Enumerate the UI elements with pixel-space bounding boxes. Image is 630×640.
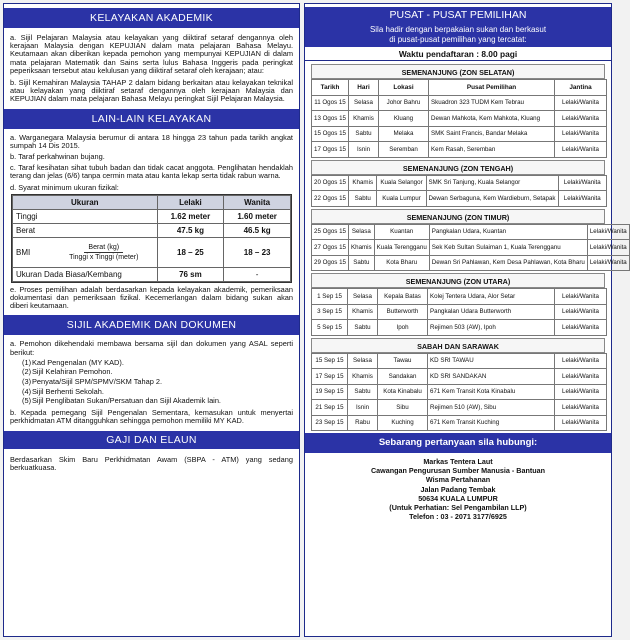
lain-d-text: d. Syarat minimum ukuran fizikal: — [10, 182, 119, 192]
schedule-cell: Kluang — [379, 111, 429, 127]
schedule-cell: Isnin — [349, 142, 379, 158]
table-header-lelaki: Lelaki — [157, 195, 224, 209]
lain-c-text: c. Taraf kesihatan sihat tubuh badan dan tidak cacat anggota. Penglihatan hendaklah terang dan jelas (6/6) tanpa cermin mata atau kanta lekap serta tidak rabun warna. — [10, 163, 293, 181]
schedule-header-cell: Tarikh — [312, 80, 349, 96]
bmi-label: BMI — [16, 247, 31, 257]
pusat-pemilihan-title: PUSAT - PUSAT PEMILIHAN — [389, 9, 527, 21]
berat-label: Berat — [13, 223, 158, 237]
list-item: (2) Sijil Kelahiran Pemohon. — [22, 367, 113, 377]
berat-wanita: 46.5 kg — [224, 223, 291, 237]
schedule-cell: Dewan Mahkota, Kem Mahkota, Kluang — [429, 111, 555, 127]
schedule-cell: 27 Ogos 15 — [312, 240, 349, 256]
table-row — [312, 240, 630, 256]
schedule-cell: Lelaki/Wanita — [555, 95, 607, 111]
schedule-cell: Lelaki/Wanita — [587, 255, 629, 271]
contact-banner: Sebarang pertanyaan sila hubungi: — [305, 433, 611, 453]
schedule-cell: 21 Sep 15 — [312, 400, 348, 416]
kelayakan-b-text: b. Sijil Kemahiran Malaysia TAHAP 2 dalam bidang berkaitan atau kelayakan teknikal atau kelayakan yang diiktiraf setaraf dengannya oleh kerajaan Malaysia dan KEPUJIAN dalam mata pelajaran Bahasa Melayu peringkat Sijil Pelajaran Malaysia. — [10, 78, 293, 104]
schedule-cell: 20 Ogos 15 — [312, 175, 349, 191]
schedule-cell: 17 Ogos 15 — [312, 142, 349, 158]
schedule-cell: Sek Keb Sultan Sulaiman 1, Kuala Terengganu — [429, 240, 587, 256]
contact-line: (Untuk Perhatian: Sel Pengambilan LLP) — [389, 503, 527, 513]
contact-line: Cawangan Pengurusan Sumber Manusia - Bantuan — [370, 466, 546, 476]
schedule-cell: Dewan Sri Pahlawan, Kem Desa Pahlawan, Kota Bharu — [429, 255, 587, 271]
schedule-cell: Lelaki/Wanita — [555, 126, 607, 142]
table-row — [312, 320, 607, 336]
bmi-denominator: Tinggi x Tinggi (meter) — [69, 253, 139, 261]
lain-lain-kelayakan-header: LAIN-LAIN KELAYAKAN — [4, 108, 299, 130]
schedule-cell: Kuala Lumpur — [377, 191, 426, 207]
schedule-cell: Rejimen 510 (AW), Sibu — [428, 400, 555, 416]
schedule-cell: 22 Ogos 15 — [312, 191, 349, 207]
zone-header: SEMENANJUNG (ZON TENGAH) — [311, 160, 605, 175]
schedule-cell: 25 Ogos 15 — [312, 224, 349, 240]
table-row — [312, 224, 630, 240]
intro-line-2: di pusat-pusat pemilihan yang tercatat: — [389, 34, 527, 44]
schedule-cell: 17 Sep 15 — [312, 369, 348, 385]
schedule-cell: Kolej Tentera Udara, Alor Setar — [428, 289, 555, 305]
schedule-header-row — [312, 80, 607, 96]
dada-label: Ukuran Dada Biasa/Kembang — [13, 267, 158, 281]
schedule-cell: Khamis — [348, 304, 378, 320]
schedule-cell: 29 Ogos 15 — [312, 255, 349, 271]
schedule-cell: Lelaki/Wanita — [555, 384, 607, 400]
tinggi-label: Tinggi — [13, 209, 158, 223]
table-row — [312, 400, 607, 416]
table-row — [312, 353, 607, 369]
schedule-cell: Rejimen 503 (AW), Ipoh — [428, 320, 555, 336]
schedule-cell: Lelaki/Wanita — [555, 369, 607, 385]
table-row — [13, 209, 291, 223]
right-column — [304, 3, 627, 637]
table-row — [312, 289, 607, 305]
schedule-table — [311, 288, 607, 336]
list-item: (1) Kad Pengenalan (MY KAD). — [22, 357, 124, 367]
table-row — [312, 369, 607, 385]
zone-header: SABAH DAN SARAWAK — [311, 338, 605, 353]
left-column — [3, 3, 300, 637]
schedule-cell: 15 Ogos 15 — [312, 126, 349, 142]
document-list — [4, 357, 299, 407]
schedule-cell: Dewan Serbaguna, Kem Wardieburn, Setapak — [426, 191, 558, 207]
schedule-cell: Kepala Batas — [378, 289, 428, 305]
schedule-cell: Tawau — [378, 353, 428, 369]
schedule-cell: Lelaki/Wanita — [555, 400, 607, 416]
kelayakan-akademik-header: KELAYAKAN AKADEMIK — [4, 7, 299, 29]
schedule-cell: Kuantan — [374, 224, 429, 240]
schedule-area — [305, 64, 627, 431]
schedule-header-cell: Lokasi — [379, 80, 429, 96]
kelayakan-a-text: a. Sijil Pelajaran Malaysia atau kelayakan yang diiktiraf setaraf dengannya oleh kerajaan Malaysia dengan KEPUJIAN dalam mata pelajaran Bahasa Melayu. Keutamaan akan diberikan kepada pemohon yang mempunyai KEPUJIAN di dalam mata pelajaran Matematik dan Sains serta lulus Bahasa Inggeris pada peringkat peperiksaan tersebut atau kelulusan yang diiktiraf setaraf oleh kerajaan; atau: — [10, 33, 293, 75]
schedule-cell: Sabtu — [348, 320, 378, 336]
schedule-cell: Ipoh — [378, 320, 428, 336]
schedule-cell: Lelaki/Wanita — [555, 353, 607, 369]
table-row — [312, 175, 607, 191]
schedule-cell: Pangkalan Udara Butterworth — [428, 304, 555, 320]
table-row — [13, 267, 291, 281]
bmi-lelaki: 18 – 25 — [157, 237, 224, 267]
schedule-cell: Khamis — [349, 240, 375, 256]
schedule-cell: Sabtu — [348, 384, 378, 400]
tinggi-lelaki: 1.62 meter — [157, 209, 224, 223]
schedule-cell: Khamis — [349, 175, 377, 191]
schedule-cell: SMK Sri Tanjung, Kuala Selangor — [426, 175, 558, 191]
table-row — [312, 111, 607, 127]
gaji-elaun-header: GAJI DAN ELAUN — [4, 430, 299, 450]
schedule-table — [311, 175, 607, 207]
contact-line: Telefon : 03 - 2071 3177/6925 — [409, 512, 507, 522]
schedule-cell: 11 Ogos 15 — [312, 95, 349, 111]
intro-line-1: Sila hadir dengan berpakaian sukan dan berkasut — [369, 25, 547, 34]
schedule-cell: Lelaki/Wanita — [555, 320, 607, 336]
schedule-cell: KD SRI SANDAKAN — [428, 369, 555, 385]
schedule-cell: Kota Kinabalu — [378, 384, 428, 400]
dada-lelaki: 76 sm — [157, 267, 224, 281]
schedule-cell: Lelaki/Wanita — [558, 191, 606, 207]
schedule-cell: Isnin — [348, 400, 378, 416]
schedule-cell: 3 Sep 15 — [312, 304, 348, 320]
table-row — [13, 237, 291, 267]
schedule-cell: 15 Sep 15 — [312, 353, 348, 369]
schedule-cell: Seremban — [379, 142, 429, 158]
schedule-cell: Selasa — [349, 95, 379, 111]
list-item: (3) Penyata/Sijil SPM/SPMV/SKM Tahap 2. — [22, 377, 163, 387]
list-item: (5) Sijil Penglibatan Sukan/Persatuan dan Sijil Akademik lain. — [22, 396, 221, 406]
schedule-cell: 19 Sep 15 — [312, 384, 348, 400]
schedule-table — [311, 79, 607, 158]
gaji-text: Berdasarkan Skim Baru Perkhidmatan Awam (SBPA - ATM) yang sedang berkuatkuasa. — [10, 455, 293, 473]
schedule-cell: Johor Bahru — [379, 95, 429, 111]
schedule-cell: Sibu — [378, 400, 428, 416]
schedule-cell: Lelaki/Wanita — [555, 289, 607, 305]
schedule-cell: Kuching — [378, 415, 428, 431]
schedule-cell: Kem Rasah, Seremban — [429, 142, 555, 158]
schedule-table — [311, 224, 630, 272]
lain-a-text: a. Warganegara Malaysia berumur di antara 18 hingga 23 tahun pada tarikh angkat sumpah 14 Dis 2015. — [10, 132, 293, 150]
lain-b-text: b. Taraf perkahwinan bujang. — [10, 152, 105, 162]
zone-header: SEMENANJUNG (ZON UTARA) — [311, 273, 605, 288]
tinggi-wanita: 1.60 meter — [224, 209, 291, 223]
contact-line: Markas Tentera Laut — [423, 457, 493, 466]
schedule-cell: Lelaki/Wanita — [555, 111, 607, 127]
schedule-cell: Melaka — [379, 126, 429, 142]
schedule-cell: Kuala Selangor — [377, 175, 426, 191]
table-row — [312, 142, 607, 158]
physical-requirements-table — [11, 194, 292, 283]
schedule-cell: 1 Sep 15 — [312, 289, 348, 305]
schedule-cell: Lelaki/Wanita — [587, 240, 629, 256]
sijil-akademik-header: SIJIL AKADEMIK DAN DOKUMEN — [4, 314, 299, 336]
contact-line: 50634 KUALA LUMPUR — [418, 493, 498, 503]
table-row — [312, 126, 607, 142]
berat-lelaki: 47.5 kg — [157, 223, 224, 237]
zone-header: SEMENANJUNG (ZON TIMUR) — [311, 209, 605, 224]
schedule-cell: 671 Kem Transit Kota Kinabalu — [428, 384, 555, 400]
table-row — [312, 415, 607, 431]
pusat-pemilihan-banner — [305, 7, 611, 47]
schedule-cell: Selasa — [348, 289, 378, 305]
table-row — [312, 191, 607, 207]
contact-address — [305, 453, 611, 521]
bmi-cell — [13, 237, 158, 267]
schedule-cell: SMK Saint Francis, Bandar Melaka — [429, 126, 555, 142]
schedule-cell: Kota Bharu — [374, 255, 429, 271]
schedule-cell: Lelaki/Wanita — [587, 224, 629, 240]
sijil-a-text: a. Pemohon dikehendaki membawa bersama sijil dan dokumen yang ASAL seperti berikut: — [10, 339, 293, 357]
schedule-cell: Sabtu — [349, 126, 379, 142]
table-row — [312, 255, 630, 271]
schedule-cell: Rabu — [348, 415, 378, 431]
schedule-cell: Lelaki/Wanita — [555, 415, 607, 431]
bmi-numerator: Berat (kg) — [84, 243, 123, 253]
zone-header: SEMENANJUNG (ZON SELATAN) — [311, 64, 605, 79]
schedule-cell: Selasa — [349, 224, 375, 240]
schedule-cell: 13 Ogos 15 — [312, 111, 349, 127]
lain-e-text: e. Proses pemilihan adalah berdasarkan kepada kelayakan akademik, pemeriksaan dokumentasi dan pemeriksaan fizikal. Kecemerlangan dalam bidang sukan akan diberi keutamaan. — [10, 284, 293, 311]
table-row — [13, 223, 291, 237]
schedule-cell: Lelaki/Wanita — [558, 175, 606, 191]
schedule-cell: 5 Sep 15 — [312, 320, 348, 336]
registration-time: Waktu pendaftaran : 8.00 pagi — [305, 47, 611, 61]
schedule-cell: Khamis — [349, 111, 379, 127]
schedule-cell: Selasa — [348, 353, 378, 369]
schedule-header-cell: Hari — [349, 80, 379, 96]
schedule-cell: KD SRI TAWAU — [428, 353, 555, 369]
contact-line: Jalan Padang Tembak — [420, 484, 496, 494]
contact-line: Wisma Pertahanan — [425, 475, 491, 485]
sijil-b-text: b. Kepada pemegang Sijil Pengenalan Sementara, kemasukan untuk menyertai perkhidmatan ATM ditangguhkan sehingga pemohon memiliki MY KAD. — [10, 407, 293, 426]
list-item: (4) Sijil Berhenti Sekolah. — [22, 386, 104, 396]
schedule-cell: Butterworth — [378, 304, 428, 320]
schedule-cell: Kuala Terengganu — [374, 240, 429, 256]
schedule-cell: Lelaki/Wanita — [555, 142, 607, 158]
dada-wanita: - — [224, 267, 291, 281]
schedule-cell: Sabtu — [349, 191, 377, 207]
schedule-cell: Lelaki/Wanita — [555, 304, 607, 320]
table-header-wanita: Wanita — [224, 195, 291, 209]
schedule-cell: Sandakan — [378, 369, 428, 385]
schedule-header-cell: Jantina — [555, 80, 607, 96]
schedule-table — [311, 353, 607, 432]
bmi-wanita: 18 – 23 — [224, 237, 291, 267]
schedule-header-cell: Pusat Pemilihan — [429, 80, 555, 96]
schedule-cell: Khamis — [348, 369, 378, 385]
table-header-ukuran: Ukuran — [13, 195, 158, 209]
schedule-cell: Pangkalan Udara, Kuantan — [429, 224, 587, 240]
table-row — [312, 384, 607, 400]
schedule-cell: Sabtu — [349, 255, 375, 271]
table-row — [312, 304, 607, 320]
schedule-cell: 23 Sep 15 — [312, 415, 348, 431]
schedule-cell: Skuadron 323 TUDM Kem Tebrau — [429, 95, 555, 111]
table-row — [312, 95, 607, 111]
schedule-cell: 671 Kem Transit Kuching — [428, 415, 555, 431]
